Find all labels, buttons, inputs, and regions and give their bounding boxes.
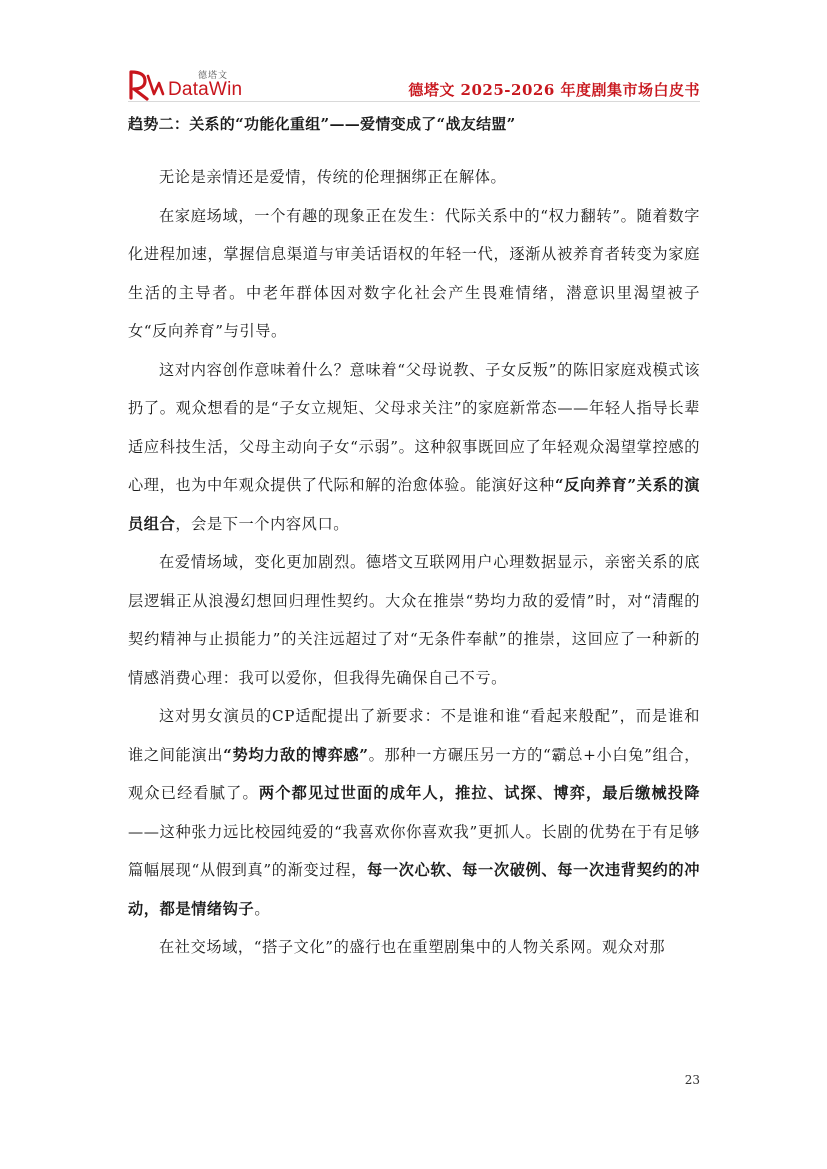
paragraph-5-text-c: ——这种张力远比校园纯爱的“我喜欢你你喜欢我”更抓人。长剧的优势在于有足够篇幅展现“从假到真”的渐变过程， xyxy=(128,822,700,879)
paragraph-2: 在家庭场域，一个有趣的现象正在发生：代际关系中的“权力翻转”。随着数字化进程加速，掌握信息渠道与审美话语权的年轻一代，逐渐从被养育者转变为家庭生活的主导者。中老年群体因对数字化社会产生畏难情绪，潜意识里渴望被子女“反向养育”与引导。 xyxy=(128,206,700,340)
paragraph-3-text-b: ，会是下一个内容风口。 xyxy=(175,514,350,533)
page-content xyxy=(128,112,700,967)
section-heading: 趋势二：关系的“功能化重组”——爱情变成了“战友结盟” xyxy=(128,115,516,133)
paragraph-1: 无论是亲情还是爱情，传统的伦理捆绑正在解体。 xyxy=(159,168,507,186)
paragraph-3-text-a: 这对内容创作意味着什么？意味着“父母说教、子女反叛”的陈旧家庭戏模式该扔了。观众想看的是“子女立规矩、父母求关注”的家庭新常态——年轻人指导长辈适应科技生活，父母主动向子女“示弱”。这种叙事既回应了年轻观众渴望掌控感的心理，也为中年观众提供了代际和解的治愈体验。能演好这种 xyxy=(128,360,700,494)
datawin-logo-mark-icon xyxy=(128,66,166,102)
logo-english-name: DataWin xyxy=(168,79,243,100)
page-header xyxy=(128,64,700,104)
report-title: 德塔文 2025-2026 年度剧集市场白皮书 xyxy=(408,81,700,99)
datawin-logo xyxy=(128,64,243,104)
paragraph-4: 在爱情场域，变化更加剧烈。德塔文互联网用户心理数据显示，亲密关系的底层逻辑正从浪漫幻想回归理性契约。大众在推崇“势均力敌的爱情”时，对“清醒的契约精神与止损能力”的关注远超过了对“无条件奉献”的推崇，这回应了一种新的情感消费心理：我可以爱你，但我得先确保自己不亏。 xyxy=(128,553,700,687)
paragraph-5 xyxy=(128,697,700,928)
paragraph-5-emphasis-2: 两个都见过世面的成年人，推拉、试探、博弈，最后缴械投降 xyxy=(258,784,700,802)
paragraph-5-emphasis-1: “势均力敌的博弈感” xyxy=(223,745,369,764)
paragraph-3-emphasis: “反向养育”关系的演员组合 xyxy=(128,476,700,533)
paragraph-5-emphasis-3: 每一次心软、每一次破例、每一次违背契约的冲动，都是情绪钩子 xyxy=(128,861,700,918)
paragraph-3 xyxy=(128,351,700,544)
page-number: 23 xyxy=(684,1073,700,1087)
paragraph-5-text-d: 。 xyxy=(254,899,271,918)
header-divider xyxy=(128,101,700,102)
paragraph-5-text-a: 这对男女演员的CP适配提出了新要求：不是谁和谁“看起来般配”，而是谁和谁之间能演出 xyxy=(128,707,700,764)
logo-chinese-name: 德塔文 xyxy=(198,71,229,81)
paragraph-5-text-b: 。那种一方碾压另一方的“霸总+小白兔”组合，观众已经看腻了。 xyxy=(128,745,700,802)
paragraph-6: 在社交场域，“搭子文化”的盛行也在重塑剧集中的人物关系网。观众对那 xyxy=(159,938,666,956)
